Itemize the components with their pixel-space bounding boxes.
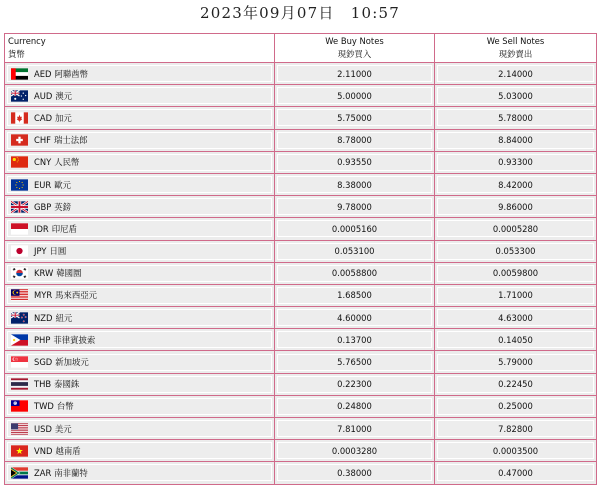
currency-cell (5, 373, 275, 395)
table-row (5, 151, 597, 173)
sell-rate-value: 5.78000 (498, 112, 533, 123)
buy-rate-cell (275, 395, 435, 417)
buy-rate-cell (275, 373, 435, 395)
buy-rate-cell (275, 129, 435, 151)
sell-rate-cell (435, 218, 597, 240)
currency-cell (5, 418, 275, 440)
buy-rate-cell (275, 107, 435, 129)
currency-code: MYR (34, 290, 53, 301)
currency-cell (5, 351, 275, 373)
sell-rate-value: 0.93300 (498, 157, 533, 168)
currency-name: 瑞士法郎 (53, 135, 88, 146)
buy-rate-cell (275, 173, 435, 195)
currency-name: 阿聯酋幣 (54, 68, 88, 79)
sell-rate-cell (435, 440, 597, 462)
currency-code: CHF (34, 135, 51, 146)
sell-rate-value: 7.82800 (498, 423, 533, 434)
sell-header-en: We Sell Notes (486, 36, 545, 46)
table-row (5, 129, 597, 151)
buy-rate-cell (275, 196, 435, 218)
currency-name: 泰國銖 (54, 379, 80, 390)
buy-rate-value: 1.68500 (337, 290, 372, 301)
sell-rate-cell (435, 240, 597, 262)
currency-name: 印尼盾 (51, 223, 77, 234)
currency-name: 日圓 (49, 246, 67, 257)
buy-rate-value: 5.00000 (337, 90, 372, 101)
sell-rate-value: 0.22450 (498, 379, 533, 390)
buy-rate-cell (275, 462, 435, 484)
table-row (5, 329, 597, 351)
table-row (5, 351, 597, 373)
currency-cell (5, 284, 275, 306)
sell-rate-cell (435, 307, 597, 329)
currency-cell (5, 151, 275, 173)
buy-rate-value: 0.22300 (337, 379, 372, 390)
table-row (5, 373, 597, 395)
currency-name: 菲律賓披索 (53, 334, 96, 345)
indonesia-flag-icon (11, 223, 28, 235)
currency-cell (5, 395, 275, 417)
currency-name: 加元 (55, 112, 72, 123)
sell-rate-cell (435, 418, 597, 440)
buy-header-zh: 現鈔買入 (337, 49, 372, 59)
sell-rate-value: 0.0003500 (492, 445, 539, 456)
currency-header-zh: 貨幣 (8, 49, 25, 59)
sell-rate-cell (435, 395, 597, 417)
currency-code: TWD (34, 401, 54, 412)
currency-code: ZAR (34, 467, 52, 478)
currency-name: 新加坡元 (55, 357, 89, 368)
table-row (5, 85, 597, 107)
currency-code: CNY (34, 157, 52, 168)
sell-rate-cell (435, 63, 597, 85)
sell-rate-value: 0.47000 (498, 467, 533, 478)
new-zealand-flag-icon (11, 312, 28, 324)
sell-rate-value: 0.25000 (498, 401, 533, 412)
currency-cell (5, 218, 275, 240)
buy-rate-cell (275, 262, 435, 284)
sell-rate-value: 0.0059800 (492, 268, 539, 279)
buy-rate-value: 5.75000 (337, 112, 372, 123)
buy-rate-value: 0.0058800 (331, 268, 378, 279)
currency-code: NZD (34, 312, 53, 323)
currency-name: 紐元 (55, 312, 73, 323)
sell-rate-value: 5.79000 (498, 357, 533, 368)
vietnam-flag-icon (11, 445, 28, 457)
table-row (5, 395, 597, 417)
currency-cell (5, 107, 275, 129)
currency-name: 韓國圜 (56, 268, 82, 279)
currency-name: 越南盾 (55, 445, 81, 456)
table-row (5, 173, 597, 195)
currency-code: PHP (34, 334, 51, 345)
currency-name: 台幣 (56, 401, 74, 412)
south-africa-flag-icon (11, 467, 28, 479)
buy-rate-cell (275, 418, 435, 440)
sell-rate-cell (435, 129, 597, 151)
korea-flag-icon (11, 267, 28, 279)
buy-rate-cell (275, 351, 435, 373)
japan-flag-icon (11, 245, 28, 257)
sell-rate-value: 8.42000 (498, 179, 533, 190)
currency-cell (5, 329, 275, 351)
currency-code: IDR (34, 223, 49, 234)
currency-code: AUD (34, 90, 53, 101)
sell-rate-cell (435, 196, 597, 218)
table-row (5, 218, 597, 240)
currency-cell (5, 262, 275, 284)
table-row (5, 107, 597, 129)
currency-name: 英鎊 (54, 201, 72, 212)
buy-rate-value: 8.78000 (337, 135, 372, 146)
sell-rate-cell (435, 351, 597, 373)
malaysia-flag-icon (11, 289, 28, 301)
eu-flag-icon (11, 179, 28, 191)
currency-cell (5, 63, 275, 85)
sell-rate-value: 0.053300 (495, 246, 536, 257)
sell-rate-value: 5.03000 (498, 90, 533, 101)
sell-rate-cell (435, 329, 597, 351)
table-row (5, 240, 597, 262)
buy-rate-value: 4.60000 (337, 312, 372, 323)
canada-flag-icon (11, 112, 28, 124)
currency-cell (5, 462, 275, 484)
sell-rate-value: 4.63000 (498, 312, 533, 323)
table-row (5, 418, 597, 440)
sell-rate-value: 0.14050 (498, 334, 533, 345)
china-flag-icon (11, 156, 28, 168)
sell-rate-cell (435, 284, 597, 306)
buy-rate-cell (275, 440, 435, 462)
currency-name: 南非蘭特 (54, 467, 88, 478)
currency-code: KRW (34, 268, 54, 279)
uk-flag-icon (11, 201, 28, 213)
currency-cell (5, 85, 275, 107)
currency-code: GBP (34, 201, 52, 212)
buy-rate-cell (275, 63, 435, 85)
sell-rate-cell (435, 151, 597, 173)
currency-name: 美元 (54, 423, 72, 434)
thailand-flag-icon (11, 378, 28, 390)
currency-code: VND (34, 445, 53, 456)
currency-header-en: Currency (8, 36, 46, 46)
sell-rate-cell (435, 262, 597, 284)
currency-code: SGD (34, 357, 53, 368)
currency-code: JPY (34, 246, 47, 257)
table-header-row (5, 34, 597, 63)
buy-rate-cell (275, 218, 435, 240)
buy-rate-value: 0.053100 (334, 246, 375, 257)
currency-cell (5, 129, 275, 151)
currency-code: EUR (34, 179, 52, 190)
currency-name: 人民幣 (54, 157, 80, 168)
currency-code: USD (34, 423, 52, 434)
rate-table-body (5, 63, 597, 485)
table-row (5, 307, 597, 329)
buy-rate-value: 0.24800 (337, 401, 372, 412)
sell-rate-value: 1.71000 (498, 290, 533, 301)
buy-rate-cell (275, 284, 435, 306)
buy-rate-value: 0.13700 (337, 334, 372, 345)
buy-rate-value: 2.11000 (337, 68, 372, 79)
sell-rate-cell (435, 462, 597, 484)
currency-name: 澳元 (55, 90, 73, 101)
currency-name: 歐元 (54, 179, 71, 190)
singapore-flag-icon (11, 356, 28, 368)
sell-rate-cell (435, 107, 597, 129)
buy-rate-value: 0.38000 (337, 467, 372, 478)
buy-column-header (275, 34, 435, 63)
australia-flag-icon (11, 90, 28, 102)
table-row (5, 63, 597, 85)
buy-header-en: We Buy Notes (325, 36, 384, 46)
table-row (5, 284, 597, 306)
exchange-rate-table (4, 33, 597, 485)
buy-rate-value: 5.76500 (337, 357, 372, 368)
uae-flag-icon (11, 68, 28, 80)
buy-rate-value: 8.38000 (337, 179, 372, 190)
currency-cell (5, 196, 275, 218)
buy-rate-cell (275, 240, 435, 262)
table-row (5, 440, 597, 462)
currency-column-header (5, 34, 275, 63)
sell-rate-value: 0.0005280 (492, 223, 539, 234)
sell-rate-value: 9.86000 (498, 201, 533, 212)
sell-rate-cell (435, 85, 597, 107)
currency-code: AED (34, 68, 52, 79)
philippines-flag-icon (11, 334, 28, 346)
buy-rate-value: 0.0005160 (331, 223, 378, 234)
currency-cell (5, 173, 275, 195)
buy-rate-cell (275, 307, 435, 329)
sell-rate-value: 8.84000 (498, 135, 533, 146)
sell-rate-cell (435, 373, 597, 395)
currency-code: CAD (34, 112, 53, 123)
buy-rate-cell (275, 151, 435, 173)
taiwan-flag-icon (11, 400, 28, 412)
sell-header-zh: 現鈔賣出 (498, 49, 533, 59)
currency-name: 馬來西亞元 (55, 290, 98, 301)
buy-rate-value: 0.0003280 (331, 445, 378, 456)
currency-code: THB (34, 379, 52, 390)
table-row (5, 196, 597, 218)
buy-rate-value: 7.81000 (337, 423, 372, 434)
currency-cell (5, 440, 275, 462)
table-row (5, 462, 597, 484)
sell-rate-cell (435, 173, 597, 195)
page-datetime: 2023年09月07日 10:57 (200, 4, 400, 22)
switzerland-flag-icon (11, 134, 28, 146)
table-row (5, 262, 597, 284)
sell-rate-value: 2.14000 (498, 68, 533, 79)
buy-rate-value: 0.93550 (337, 157, 372, 168)
buy-rate-cell (275, 85, 435, 107)
buy-rate-value: 9.78000 (337, 201, 372, 212)
currency-cell (5, 240, 275, 262)
usa-flag-icon (11, 423, 28, 435)
currency-cell (5, 307, 275, 329)
buy-rate-cell (275, 329, 435, 351)
sell-column-header (435, 34, 597, 63)
